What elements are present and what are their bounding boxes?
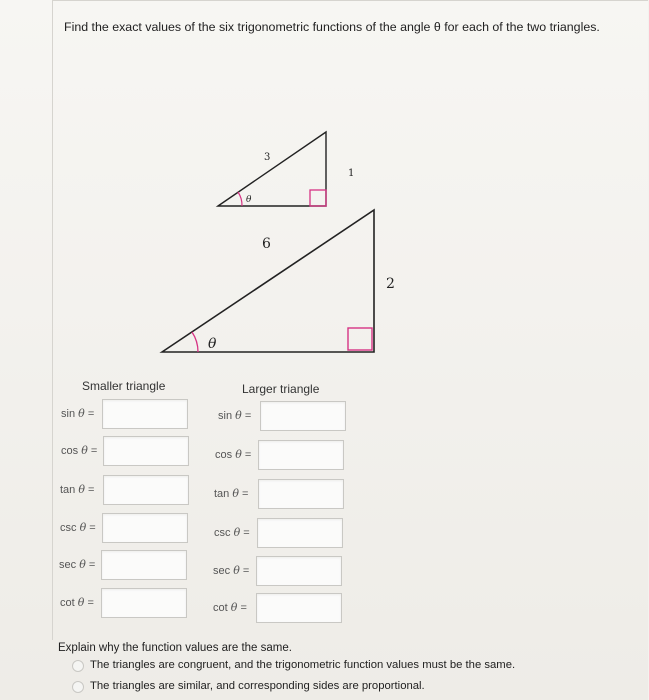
- larger-cos-label: cos θ =: [215, 448, 252, 461]
- larger-sin-label: sin θ =: [218, 409, 252, 422]
- right-angle-mark: [310, 190, 326, 206]
- smaller-sec-label: sec θ =: [59, 558, 96, 571]
- larger-sec-row: [213, 556, 353, 588]
- smaller-sin-label: sin θ =: [61, 407, 95, 420]
- smaller-csc-row: [60, 513, 200, 545]
- larger-tan-input[interactable]: [258, 479, 344, 509]
- smaller-tan-input[interactable]: [103, 475, 189, 505]
- larger-csc-label: csc θ =: [214, 526, 250, 539]
- smaller-csc-label: csc θ =: [60, 521, 96, 534]
- smaller-cos-label: cos θ =: [61, 444, 98, 457]
- larger-cot-label: cot θ =: [213, 601, 247, 614]
- larger-sin-input[interactable]: [260, 401, 346, 431]
- smaller-sec-input[interactable]: [101, 550, 187, 580]
- smaller-sin-input[interactable]: [102, 399, 188, 429]
- radio-button[interactable]: [72, 681, 84, 693]
- large-triangle: [162, 210, 395, 352]
- smaller-sin-row: [60, 399, 200, 431]
- smaller-csc-input[interactable]: [102, 513, 188, 543]
- question-prompt: Find the exact values of the six trigonometric functions of the angle θ for each of the two triangles.: [64, 20, 600, 34]
- large-opp-label: 2: [386, 276, 395, 292]
- smaller-tan-row: [60, 475, 200, 507]
- larger-cos-row: [214, 440, 354, 472]
- larger-tan-label: tan θ =: [214, 487, 249, 500]
- larger-csc-row: [214, 518, 354, 550]
- small-angle-label: θ: [246, 195, 252, 205]
- large-hyp-label: 6: [262, 236, 271, 252]
- option-label: The triangles are similar, and corresponding sides are proportional.: [90, 680, 425, 692]
- larger-cos-input[interactable]: [258, 440, 344, 470]
- small-hyp-label: 3: [264, 152, 271, 163]
- smaller-triangle-title: Smaller triangle: [82, 379, 166, 393]
- small-opp-label: 1: [348, 168, 355, 179]
- larger-triangle-title: Larger triangle: [242, 382, 320, 396]
- smaller-sec-row: [59, 550, 199, 582]
- larger-cot-row: [213, 593, 353, 625]
- larger-tan-row: [214, 479, 354, 511]
- option-similar[interactable]: [72, 680, 632, 696]
- smaller-cos-row: [60, 436, 200, 468]
- smaller-tan-label: tan θ =: [60, 483, 95, 496]
- angle-arc: [192, 332, 198, 352]
- small-triangle: [218, 132, 354, 206]
- larger-sin-row: [214, 401, 354, 433]
- angle-arc: [238, 192, 242, 206]
- option-label: The triangles are congruent, and the trigonometric function values must be the same.: [90, 659, 516, 671]
- smaller-cot-row: [59, 588, 199, 620]
- larger-csc-input[interactable]: [257, 518, 343, 548]
- right-angle-mark: [348, 328, 372, 350]
- smaller-cot-input[interactable]: [101, 588, 187, 618]
- large-angle-label: θ: [208, 336, 217, 352]
- explain-prompt: Explain why the function values are the same.: [58, 642, 292, 654]
- radio-button[interactable]: [72, 660, 84, 672]
- option-congruent[interactable]: [72, 659, 632, 675]
- smaller-cos-input[interactable]: [103, 436, 189, 466]
- smaller-cot-label: cot θ =: [60, 596, 94, 609]
- triangles-figure: [150, 120, 395, 360]
- larger-sec-label: sec θ =: [213, 564, 250, 577]
- larger-sec-input[interactable]: [256, 556, 342, 586]
- larger-cot-input[interactable]: [256, 593, 342, 623]
